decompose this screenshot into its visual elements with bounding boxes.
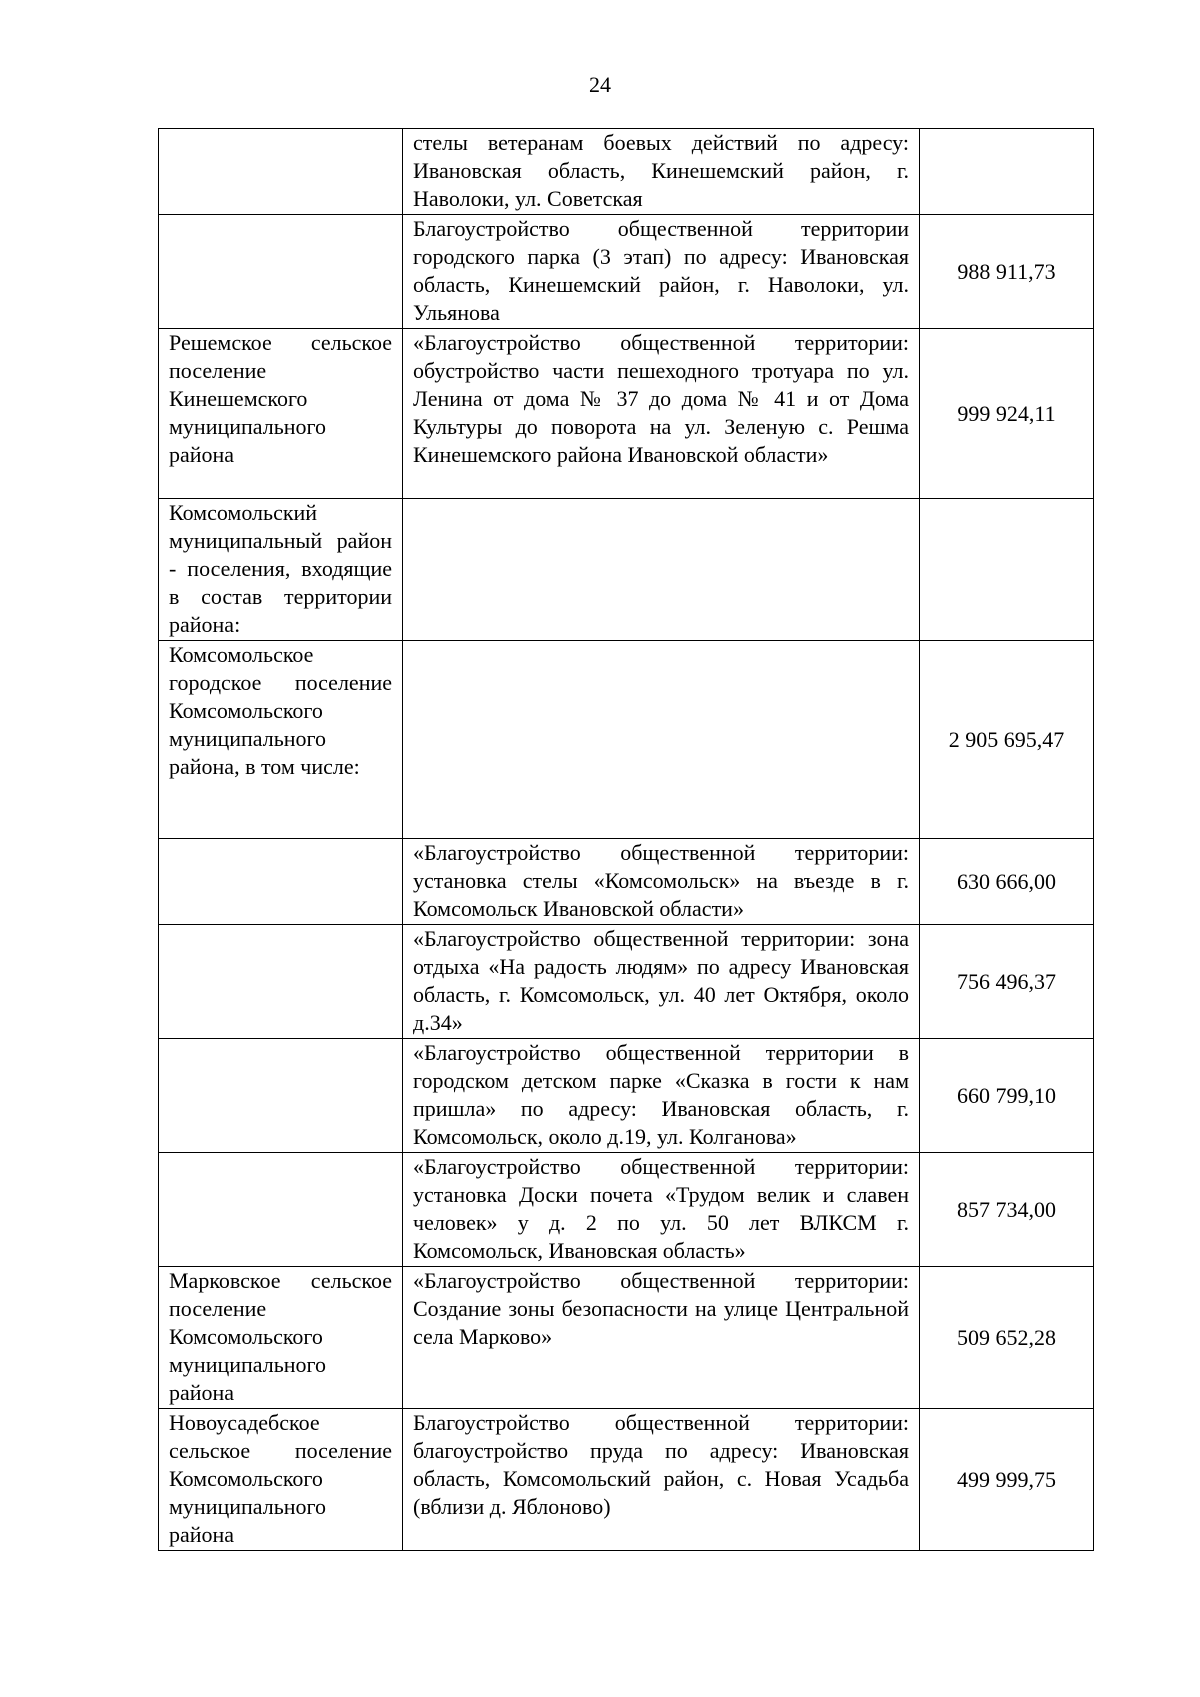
table-row [159, 1409, 1094, 1551]
settlement-cell [159, 1153, 403, 1267]
description-cell [403, 641, 920, 839]
table-row [159, 925, 1094, 1039]
amount-cell: 2 905 695,47 [920, 641, 1094, 839]
amount-cell: 509 652,28 [920, 1267, 1094, 1409]
settlement-cell: Марковское сельское поселение Комсомольского муниципального района [159, 1267, 403, 1409]
amount-cell [920, 129, 1094, 215]
description-cell: «Благоустройство общественной территории в городском детском парке «Сказка в гости к нам пришла» по адресу: Ивановская область, г. Комсомольск, около д.19, ул. Колганова» [403, 1039, 920, 1153]
amount-cell: 660 799,10 [920, 1039, 1094, 1153]
settlement-cell: Комсомольский муниципальный район - поселения, входящие в состав территории района: [159, 499, 403, 641]
table-row [159, 215, 1094, 329]
page-number: 24 [589, 72, 611, 97]
table-row [159, 641, 1094, 839]
table-row [159, 1153, 1094, 1267]
settlement-cell [159, 839, 403, 925]
description-cell: Благоустройство общественной территории городского парка (3 этап) по адресу: Ивановская область, Кинешемский район, г. Наволоки, ул. Ульянова [403, 215, 920, 329]
table-row [159, 839, 1094, 925]
table-row [159, 1039, 1094, 1153]
amount-cell: 756 496,37 [920, 925, 1094, 1039]
description-cell: Благоустройство общественной территории: благоустройство пруда по адресу: Ивановская область, Комсомольский район, с. Новая Усадьба (вблизи д. Яблоново) [403, 1409, 920, 1551]
amount-cell: 499 999,75 [920, 1409, 1094, 1551]
table-row [159, 329, 1094, 499]
description-cell: «Благоустройство общественной территории: установка стелы «Комсомольск» на въезде в г. Комсомольск Ивановской области» [403, 839, 920, 925]
settlement-cell [159, 1039, 403, 1153]
amount-cell: 988 911,73 [920, 215, 1094, 329]
table-row [159, 129, 1094, 215]
table-row [159, 499, 1094, 641]
description-cell: «Благоустройство общественной территории: обустройство части пешеходного тротуара по ул. Ленина от дома № 37 до дома № 41 и от Дома Культуры до поворота на ул. Зеленую с. Решма Кинешемского района Ивановской области» [403, 329, 920, 499]
table-row [159, 1267, 1094, 1409]
settlement-cell: Новоусадебское сельское поселение Комсомольского муниципального района [159, 1409, 403, 1551]
settlement-cell [159, 129, 403, 215]
amount-cell: 857 734,00 [920, 1153, 1094, 1267]
settlement-cell [159, 925, 403, 1039]
settlement-cell: Комсомольское городское поселение Комсомольского муниципального района, в том числе: [159, 641, 403, 839]
description-cell: «Благоустройство общественной территории: установка Доски почета «Трудом велик и славен человек» у д. 2 по ул. 50 лет ВЛКСМ г. Комсомольск, Ивановская область» [403, 1153, 920, 1267]
description-cell [403, 499, 920, 641]
funding-table [158, 128, 1094, 1551]
settlement-cell: Решемское сельское поселение Кинешемского муниципального района [159, 329, 403, 499]
settlement-cell [159, 215, 403, 329]
description-cell: «Благоустройство общественной территории: Создание зоны безопасности на улице Центральной села Марково» [403, 1267, 920, 1409]
amount-cell: 630 666,00 [920, 839, 1094, 925]
amount-cell: 999 924,11 [920, 329, 1094, 499]
description-cell: «Благоустройство общественной территории: зона отдыха «На радость людям» по адресу Ивановская область, г. Комсомольск, ул. 40 лет Октября, около д.34» [403, 925, 920, 1039]
description-cell: стелы ветеранам боевых действий по адресу: Ивановская область, Кинешемский район, г. Наволоки, ул. Советская [403, 129, 920, 215]
amount-cell [920, 499, 1094, 641]
